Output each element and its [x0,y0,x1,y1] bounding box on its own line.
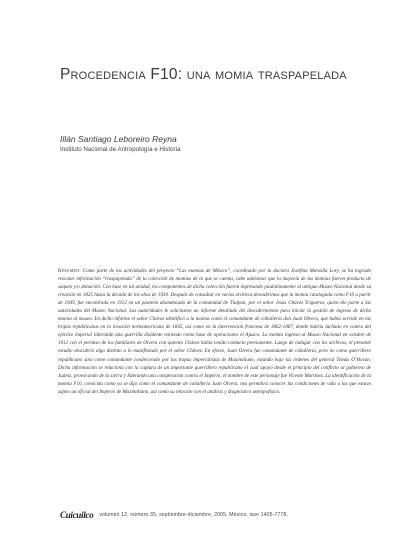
author-affiliation: Instituto Nacional de Antropología e Historia [60,146,181,153]
author-name: Illán Santiago Leboreiro Reyna [60,134,177,144]
abstract-text: Como parte de las actividades del proyecto “Las momias de México”, coordinado por la doctora Josefina Mansilla Lory, se ha logrado rescatar información “traspapelada” de la colección de momias de la que se cuenta, cabe adelantar que la mayoría de las momias fueron producto de saqueo y/o donación. Con base en tal unidad, los componentes de dicha colección fueron ingresando paulatinamente al antiguo Museo Nacional desde su creación en 1825 hasta la década de los años de 1930. Después de consultar en varios archivos descubrimos que la momia catalogada como F10 a partir de 1949, fue encontrada en 1912 en un panteón abandonado de la comunidad de Tlalpan, por el señor Jesús Chávez Trigueros, quien dio parte a las autoridades del Museo Nacional. Las autoridades le solicitaron un informe detallado del descubrimiento para iniciar la gestión de ingreso de dicha momia al museo. En dicho informe el señor Chávez identificó a la momia como el comandante de caballería don Juan Olvera, que había servido en las tropas republicanas en la invasión norteamericana de 1845, así como en la intervención francesa de 1862-1867, donde habría luchado en contra del ejército imperial liderando una guerrilla disidente teniendo como base de operaciones el Ajusco. La momia ingresó al Museo Nacional en octubre de 1912 con el permiso de los familiares de Olvera con quienes Chávez había tenido contacto previamente. Luego de indagar con los archivos, el presente estudio descubrió algo distinto a lo manifestado por el señor Chávez. En efecto, Juan Olvera fue comandante de caballería, pero no como guerrillero republicano sino como comandante condecorado por las tropas imperialistas de Maximiliano, estando bajo las órdenes del general Tomás O’Horan. Dicha información se relaciona con la captura de un importante guerrillero republicano el cual apoyó desde el principio del conflicto al gobierno de Juárez, provocando de la sierra y liderando una conspiración contra el Imperio, el nombre de este personaje fue Vicente Martínez. La identificación de la momia F10, conocida como ya se dijo como el comandante de caballería Juan Olvera, nos permitirá conocer las condiciones de vida a las que estuvo sujeto un oficial del Imperio de Maximiliano, así como su relación con el análisis y diagnóstico antropofísico. [58,268,371,395]
abstract-label: Resumen: [58,268,81,274]
journal-citation: volumen 12, número 35, septiembre-diciembre, 2005, México, issn 1405-7778. [99,512,288,518]
article-title: Procedencia F10: una momia traspapelada [60,66,347,83]
journal-logo: Cuicuilco [60,510,94,520]
abstract [58,267,371,396]
journal-footer [60,510,288,520]
